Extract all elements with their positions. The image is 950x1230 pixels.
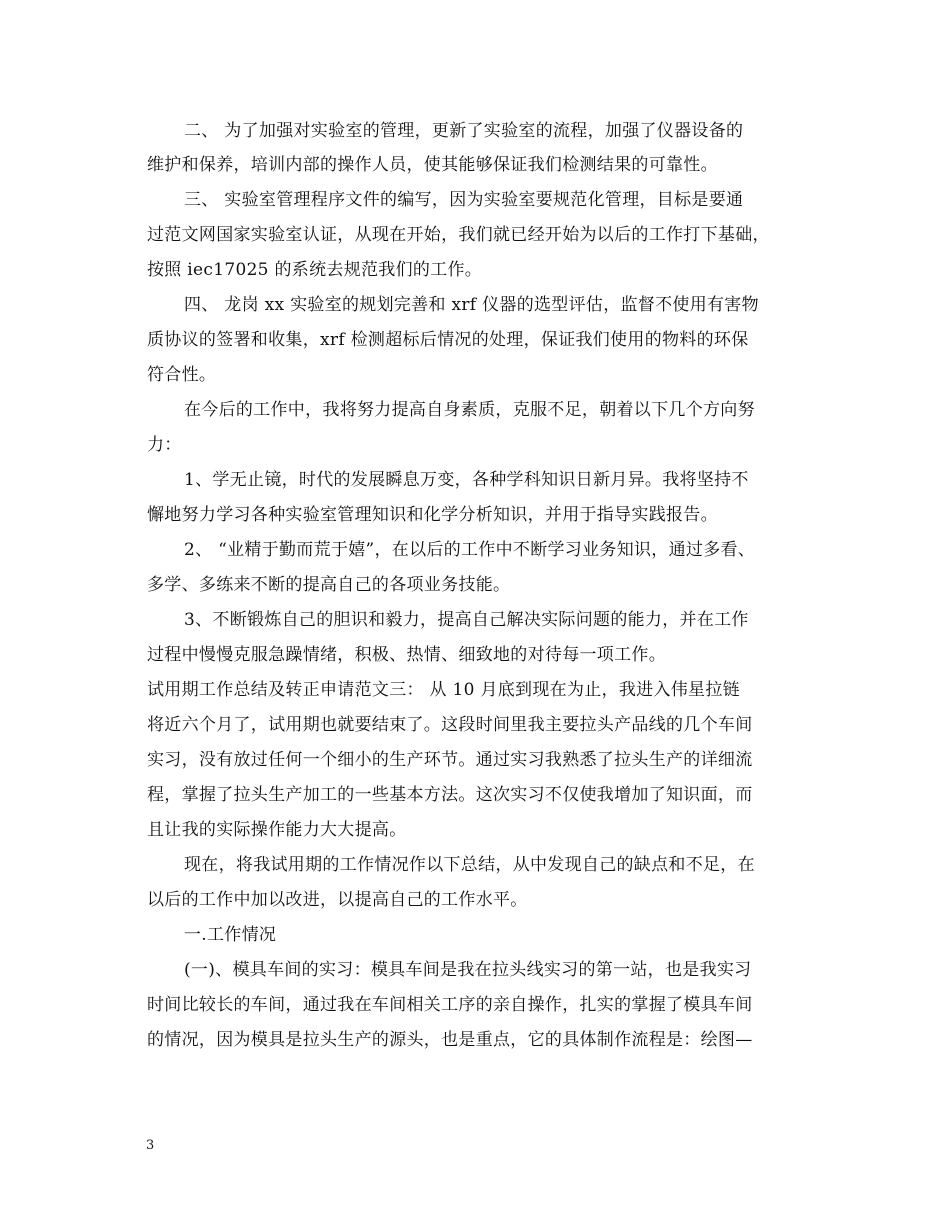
text-line: 四、 龙岗 xx 实验室的规划完善和 xrf 仪器的选型评估，监督不使用有害物 [184, 295, 759, 315]
text-line: 过程中慢慢克服急躁情绪，积极、热情、细致地的对待每一项工作。 [147, 645, 666, 665]
text-line: 三、 实验室管理程序文件的编写，因为实验室要规范化管理，目标是要通 [184, 190, 744, 210]
text-line: 二、 为了加强对实验室的管理，更新了实验室的流程，加强了仪器设备的 [184, 121, 744, 141]
text-line: 以后的工作中加以改进，以提高自己的工作水平。 [147, 890, 528, 910]
text-line: 时间比较长的车间，通过我在车间相关工序的亲自操作，扎实的掌握了模具车间 [147, 995, 753, 1015]
text-line: 试用期工作总结及转正申请范文三： 从 10 月底到现在为止，我进入伟星拉链 [147, 680, 740, 700]
text-line: (一)、模具车间的实习：模具车间是我在拉头线实习的第一站，也是我实习 [184, 960, 752, 980]
text-line: 懈地努力学习各种实验室管理知识和化学分析知识，并用于指导实践报告。 [147, 505, 718, 525]
text-line: 在今后的工作中，我将努力提高自身素质，克服不足，朝着以下几个方向努 [184, 400, 755, 420]
text-line: 2、 “业精于勤而荒于嬉”，在以后的工作中不断学习业务知识，通过多看、 [184, 540, 756, 560]
text-line: 3、不断锻炼自己的胆识和毅力，提高自己解决实际问题的能力，并在工作 [184, 610, 749, 630]
text-line: 过范文网国家实验室认证，从现在开始，我们就已经开始为以后的工作打下基础， [147, 225, 770, 245]
text-line: 程，掌握了拉头生产加工的一些基本方法。这次实习不仅使我增加了知识面，而 [147, 785, 753, 805]
text-line: 的情况，因为模具是拉头生产的源头，也是重点，它的具体制作流程是：绘图— [147, 1030, 753, 1050]
text-line: 实习，没有放过任何一个细小的生产环节。通过实习我熟悉了拉头生产的详细流 [147, 750, 753, 770]
text-line: 且让我的实际操作能力大大提高。 [147, 820, 407, 840]
text-line: 按照 iec17025 的系统去规范我们的工作。 [147, 260, 483, 280]
text-line: 多学、多练来不断的提高自己的各项业务技能。 [147, 575, 511, 595]
text-line: 力： [147, 435, 182, 455]
text-line: 一.工作情况 [184, 925, 277, 945]
page-number: 3 [146, 1138, 155, 1153]
text-line: 1、学无止镜，时代的发展瞬息万变，各种学科知识日新月异。我将坚持不 [184, 470, 749, 490]
text-line: 维护和保养，培训内部的操作人员，使其能够保证我们检测结果的可靠性。 [147, 155, 718, 175]
text-line: 符合性。 [147, 365, 217, 385]
text-line: 将近六个月了，试用期也就要结束了。这段时间里我主要拉头产品线的几个车间 [147, 715, 753, 735]
text-line: 质协议的签署和收集，xrf 检测超标后情况的处理，保证我们使用的物料的环保 [147, 330, 749, 350]
text-line: 现在，将我试用期的工作情况作以下总结，从中发现自己的缺点和不足，在 [184, 855, 755, 875]
